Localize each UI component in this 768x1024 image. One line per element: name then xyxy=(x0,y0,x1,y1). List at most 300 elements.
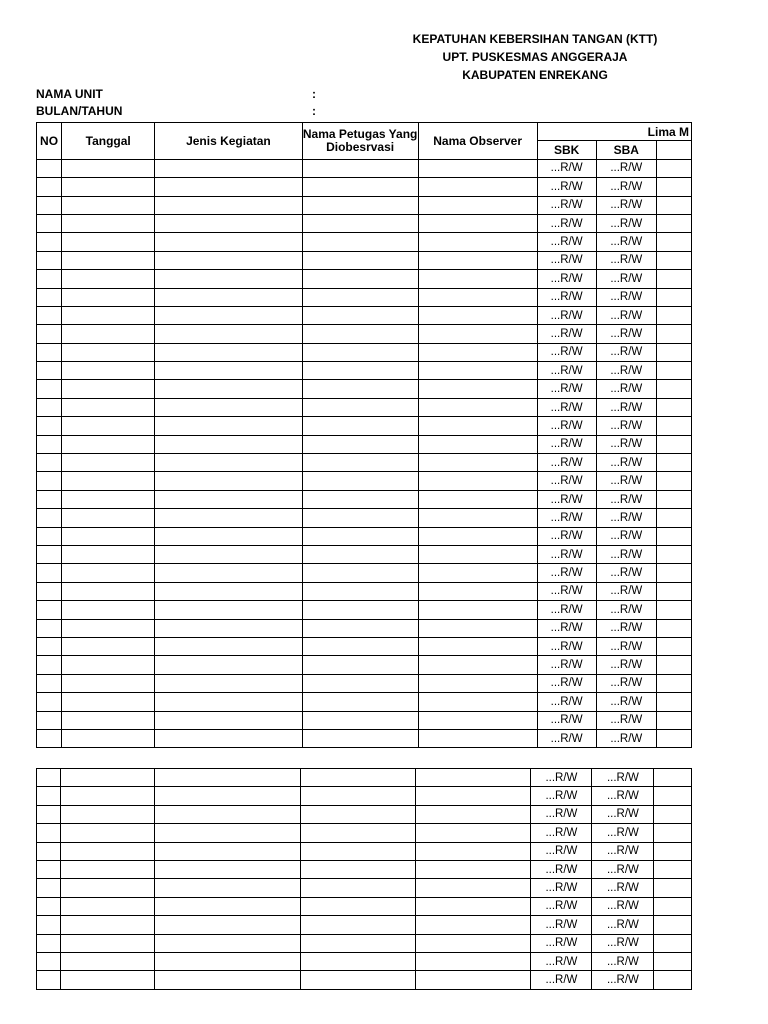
cell-jenis-kegiatan[interactable] xyxy=(155,637,302,655)
cell-nama-petugas[interactable] xyxy=(301,934,416,952)
cell-nama-observer[interactable] xyxy=(418,472,537,490)
cell-nama-petugas[interactable] xyxy=(302,564,418,582)
cell-nama-observer[interactable] xyxy=(418,343,537,361)
cell-tanggal[interactable] xyxy=(62,472,155,490)
cell-nama-petugas[interactable] xyxy=(301,787,416,805)
cell-nama-observer[interactable] xyxy=(418,417,537,435)
cell-no[interactable] xyxy=(37,509,62,527)
cell-nama-petugas[interactable] xyxy=(302,343,418,361)
cell-no[interactable] xyxy=(37,251,62,269)
cell-jenis-kegiatan[interactable] xyxy=(155,674,302,692)
cell-nama-petugas[interactable] xyxy=(301,971,416,989)
cell-sbk[interactable]: ...R/W xyxy=(531,879,592,897)
cell-sba[interactable]: ...R/W xyxy=(592,824,654,842)
cell-sba[interactable]: ...R/W xyxy=(592,842,654,860)
cell-sbk[interactable]: ...R/W xyxy=(531,897,592,915)
cell-nama-petugas[interactable] xyxy=(301,879,416,897)
cell-sbk[interactable]: ...R/W xyxy=(531,971,592,989)
cell-sba[interactable]: ...R/W xyxy=(596,362,656,380)
cell-no[interactable] xyxy=(37,472,62,490)
cell-no[interactable] xyxy=(37,545,62,563)
cell-nama-observer[interactable] xyxy=(418,545,537,563)
cell-tanggal[interactable] xyxy=(62,601,155,619)
cell-tanggal[interactable] xyxy=(61,934,155,952)
cell-jenis-kegiatan[interactable] xyxy=(155,805,301,823)
cell-nama-observer[interactable] xyxy=(418,306,537,324)
cell-sba[interactable]: ...R/W xyxy=(596,472,656,490)
cell-tanggal[interactable] xyxy=(62,417,155,435)
cell-extra[interactable] xyxy=(656,545,691,563)
cell-jenis-kegiatan[interactable] xyxy=(155,656,302,674)
cell-sba[interactable]: ...R/W xyxy=(596,325,656,343)
cell-extra[interactable] xyxy=(654,805,692,823)
cell-tanggal[interactable] xyxy=(62,380,155,398)
cell-nama-observer[interactable] xyxy=(418,656,537,674)
cell-sbk[interactable]: ...R/W xyxy=(537,674,596,692)
cell-sba[interactable]: ...R/W xyxy=(592,952,654,970)
cell-tanggal[interactable] xyxy=(62,454,155,472)
cell-tanggal[interactable] xyxy=(62,251,155,269)
cell-extra[interactable] xyxy=(656,306,691,324)
cell-nama-petugas[interactable] xyxy=(302,711,418,729)
cell-no[interactable] xyxy=(37,417,62,435)
cell-tanggal[interactable] xyxy=(62,270,155,288)
cell-jenis-kegiatan[interactable] xyxy=(155,233,302,251)
cell-tanggal[interactable] xyxy=(62,159,155,177)
cell-jenis-kegiatan[interactable] xyxy=(155,196,302,214)
cell-nama-observer[interactable] xyxy=(416,769,531,787)
cell-sbk[interactable]: ...R/W xyxy=(537,417,596,435)
cell-sba[interactable]: ...R/W xyxy=(596,490,656,508)
cell-extra[interactable] xyxy=(654,769,692,787)
cell-jenis-kegiatan[interactable] xyxy=(155,545,302,563)
cell-extra[interactable] xyxy=(656,637,691,655)
cell-sba[interactable]: ...R/W xyxy=(596,582,656,600)
cell-sbk[interactable]: ...R/W xyxy=(531,842,592,860)
cell-tanggal[interactable] xyxy=(62,564,155,582)
cell-extra[interactable] xyxy=(654,842,692,860)
cell-nama-observer[interactable] xyxy=(416,860,531,878)
cell-sbk[interactable]: ...R/W xyxy=(537,601,596,619)
cell-jenis-kegiatan[interactable] xyxy=(155,879,301,897)
cell-tanggal[interactable] xyxy=(62,398,155,416)
cell-nama-observer[interactable] xyxy=(418,509,537,527)
cell-jenis-kegiatan[interactable] xyxy=(155,178,302,196)
cell-sbk[interactable]: ...R/W xyxy=(537,306,596,324)
cell-sba[interactable]: ...R/W xyxy=(596,693,656,711)
cell-nama-observer[interactable] xyxy=(418,435,537,453)
cell-nama-petugas[interactable] xyxy=(302,454,418,472)
cell-jenis-kegiatan[interactable] xyxy=(155,159,302,177)
cell-sba[interactable]: ...R/W xyxy=(596,674,656,692)
cell-jenis-kegiatan[interactable] xyxy=(155,897,301,915)
cell-sba[interactable]: ...R/W xyxy=(592,971,654,989)
cell-sbk[interactable]: ...R/W xyxy=(537,270,596,288)
cell-jenis-kegiatan[interactable] xyxy=(155,362,302,380)
cell-tanggal[interactable] xyxy=(62,656,155,674)
cell-tanggal[interactable] xyxy=(61,879,155,897)
cell-nama-observer[interactable] xyxy=(418,214,537,232)
cell-no[interactable] xyxy=(37,582,62,600)
cell-jenis-kegiatan[interactable] xyxy=(155,343,302,361)
cell-no[interactable] xyxy=(37,325,62,343)
cell-extra[interactable] xyxy=(656,582,691,600)
cell-sba[interactable]: ...R/W xyxy=(596,306,656,324)
cell-sba[interactable]: ...R/W xyxy=(596,343,656,361)
cell-sba[interactable]: ...R/W xyxy=(596,178,656,196)
cell-sba[interactable]: ...R/W xyxy=(596,545,656,563)
cell-sbk[interactable]: ...R/W xyxy=(537,582,596,600)
cell-nama-petugas[interactable] xyxy=(302,545,418,563)
cell-extra[interactable] xyxy=(654,897,692,915)
cell-jenis-kegiatan[interactable] xyxy=(155,306,302,324)
cell-nama-petugas[interactable] xyxy=(301,805,416,823)
cell-sbk[interactable]: ...R/W xyxy=(537,545,596,563)
cell-jenis-kegiatan[interactable] xyxy=(155,380,302,398)
cell-tanggal[interactable] xyxy=(62,674,155,692)
cell-jenis-kegiatan[interactable] xyxy=(155,769,301,787)
cell-no[interactable] xyxy=(37,527,62,545)
cell-no[interactable] xyxy=(37,805,61,823)
cell-extra[interactable] xyxy=(656,693,691,711)
cell-extra[interactable] xyxy=(656,325,691,343)
cell-tanggal[interactable] xyxy=(62,196,155,214)
cell-jenis-kegiatan[interactable] xyxy=(155,711,302,729)
cell-sbk[interactable]: ...R/W xyxy=(537,509,596,527)
cell-jenis-kegiatan[interactable] xyxy=(155,729,302,747)
cell-extra[interactable] xyxy=(656,656,691,674)
cell-nama-petugas[interactable] xyxy=(302,435,418,453)
cell-sbk[interactable]: ...R/W xyxy=(537,398,596,416)
cell-nama-petugas[interactable] xyxy=(302,582,418,600)
cell-no[interactable] xyxy=(37,693,62,711)
cell-extra[interactable] xyxy=(656,214,691,232)
cell-jenis-kegiatan[interactable] xyxy=(155,601,302,619)
cell-tanggal[interactable] xyxy=(62,545,155,563)
cell-jenis-kegiatan[interactable] xyxy=(155,490,302,508)
cell-tanggal[interactable] xyxy=(62,490,155,508)
cell-sbk[interactable]: ...R/W xyxy=(537,251,596,269)
cell-sbk[interactable]: ...R/W xyxy=(537,472,596,490)
cell-sbk[interactable]: ...R/W xyxy=(531,860,592,878)
cell-jenis-kegiatan[interactable] xyxy=(155,417,302,435)
cell-no[interactable] xyxy=(37,952,61,970)
cell-nama-observer[interactable] xyxy=(418,527,537,545)
cell-jenis-kegiatan[interactable] xyxy=(155,435,302,453)
cell-no[interactable] xyxy=(37,824,61,842)
cell-nama-petugas[interactable] xyxy=(302,637,418,655)
cell-nama-observer[interactable] xyxy=(418,693,537,711)
cell-tanggal[interactable] xyxy=(62,509,155,527)
cell-extra[interactable] xyxy=(656,251,691,269)
cell-jenis-kegiatan[interactable] xyxy=(155,619,302,637)
cell-nama-petugas[interactable] xyxy=(302,306,418,324)
cell-nama-petugas[interactable] xyxy=(302,729,418,747)
cell-nama-observer[interactable] xyxy=(418,619,537,637)
cell-sba[interactable]: ...R/W xyxy=(596,729,656,747)
cell-no[interactable] xyxy=(37,288,62,306)
cell-nama-petugas[interactable] xyxy=(302,288,418,306)
cell-sbk[interactable]: ...R/W xyxy=(537,711,596,729)
cell-sbk[interactable]: ...R/W xyxy=(537,196,596,214)
cell-jenis-kegiatan[interactable] xyxy=(155,582,302,600)
cell-no[interactable] xyxy=(37,787,61,805)
cell-no[interactable] xyxy=(37,897,61,915)
cell-extra[interactable] xyxy=(656,729,691,747)
cell-nama-petugas[interactable] xyxy=(302,398,418,416)
cell-nama-petugas[interactable] xyxy=(301,952,416,970)
cell-sba[interactable]: ...R/W xyxy=(596,619,656,637)
cell-jenis-kegiatan[interactable] xyxy=(155,971,301,989)
cell-extra[interactable] xyxy=(656,619,691,637)
cell-sbk[interactable]: ...R/W xyxy=(537,637,596,655)
cell-nama-observer[interactable] xyxy=(416,916,531,934)
cell-extra[interactable] xyxy=(656,564,691,582)
cell-tanggal[interactable] xyxy=(62,306,155,324)
cell-nama-observer[interactable] xyxy=(418,196,537,214)
cell-jenis-kegiatan[interactable] xyxy=(155,527,302,545)
cell-jenis-kegiatan[interactable] xyxy=(155,288,302,306)
cell-tanggal[interactable] xyxy=(61,842,155,860)
cell-nama-observer[interactable] xyxy=(418,325,537,343)
cell-extra[interactable] xyxy=(656,472,691,490)
cell-nama-petugas[interactable] xyxy=(302,693,418,711)
cell-nama-petugas[interactable] xyxy=(302,251,418,269)
cell-nama-petugas[interactable] xyxy=(301,842,416,860)
cell-no[interactable] xyxy=(37,601,62,619)
cell-no[interactable] xyxy=(37,860,61,878)
cell-sbk[interactable]: ...R/W xyxy=(537,729,596,747)
cell-no[interactable] xyxy=(37,619,62,637)
cell-tanggal[interactable] xyxy=(62,178,155,196)
cell-nama-observer[interactable] xyxy=(418,637,537,655)
cell-tanggal[interactable] xyxy=(62,711,155,729)
cell-nama-observer[interactable] xyxy=(418,454,537,472)
cell-tanggal[interactable] xyxy=(62,325,155,343)
cell-sbk[interactable]: ...R/W xyxy=(537,288,596,306)
cell-sba[interactable]: ...R/W xyxy=(596,288,656,306)
cell-sbk[interactable]: ...R/W xyxy=(537,325,596,343)
cell-nama-observer[interactable] xyxy=(416,952,531,970)
cell-sba[interactable]: ...R/W xyxy=(596,417,656,435)
cell-jenis-kegiatan[interactable] xyxy=(155,325,302,343)
cell-jenis-kegiatan[interactable] xyxy=(155,693,302,711)
cell-jenis-kegiatan[interactable] xyxy=(155,270,302,288)
cell-nama-observer[interactable] xyxy=(418,398,537,416)
cell-no[interactable] xyxy=(37,270,62,288)
cell-sba[interactable]: ...R/W xyxy=(596,509,656,527)
cell-sbk[interactable]: ...R/W xyxy=(537,656,596,674)
cell-nama-observer[interactable] xyxy=(418,270,537,288)
cell-nama-petugas[interactable] xyxy=(302,233,418,251)
cell-nama-observer[interactable] xyxy=(418,711,537,729)
cell-sbk[interactable]: ...R/W xyxy=(537,214,596,232)
cell-tanggal[interactable] xyxy=(62,214,155,232)
cell-nama-petugas[interactable] xyxy=(302,325,418,343)
cell-nama-petugas[interactable] xyxy=(302,270,418,288)
cell-tanggal[interactable] xyxy=(61,769,155,787)
cell-extra[interactable] xyxy=(656,601,691,619)
cell-jenis-kegiatan[interactable] xyxy=(155,824,301,842)
cell-tanggal[interactable] xyxy=(62,527,155,545)
cell-extra[interactable] xyxy=(656,233,691,251)
cell-sbk[interactable]: ...R/W xyxy=(531,769,592,787)
cell-nama-petugas[interactable] xyxy=(302,656,418,674)
cell-no[interactable] xyxy=(37,934,61,952)
cell-sbk[interactable]: ...R/W xyxy=(537,343,596,361)
cell-nama-observer[interactable] xyxy=(418,178,537,196)
cell-extra[interactable] xyxy=(654,952,692,970)
cell-extra[interactable] xyxy=(656,398,691,416)
cell-sbk[interactable]: ...R/W xyxy=(531,824,592,842)
cell-tanggal[interactable] xyxy=(61,824,155,842)
cell-sba[interactable]: ...R/W xyxy=(592,805,654,823)
cell-extra[interactable] xyxy=(656,435,691,453)
cell-sbk[interactable]: ...R/W xyxy=(537,159,596,177)
cell-tanggal[interactable] xyxy=(61,952,155,970)
cell-no[interactable] xyxy=(37,711,62,729)
cell-jenis-kegiatan[interactable] xyxy=(155,934,301,952)
cell-jenis-kegiatan[interactable] xyxy=(155,454,302,472)
cell-jenis-kegiatan[interactable] xyxy=(155,472,302,490)
cell-nama-observer[interactable] xyxy=(416,897,531,915)
cell-extra[interactable] xyxy=(656,178,691,196)
cell-sbk[interactable]: ...R/W xyxy=(537,233,596,251)
cell-nama-petugas[interactable] xyxy=(302,619,418,637)
cell-extra[interactable] xyxy=(656,362,691,380)
cell-sbk[interactable]: ...R/W xyxy=(537,454,596,472)
cell-sba[interactable]: ...R/W xyxy=(592,860,654,878)
cell-jenis-kegiatan[interactable] xyxy=(155,398,302,416)
cell-sbk[interactable]: ...R/W xyxy=(537,619,596,637)
cell-nama-petugas[interactable] xyxy=(302,509,418,527)
cell-sba[interactable]: ...R/W xyxy=(596,527,656,545)
cell-sbk[interactable]: ...R/W xyxy=(537,380,596,398)
cell-tanggal[interactable] xyxy=(62,288,155,306)
cell-no[interactable] xyxy=(37,435,62,453)
cell-tanggal[interactable] xyxy=(61,971,155,989)
cell-extra[interactable] xyxy=(654,916,692,934)
cell-extra[interactable] xyxy=(656,196,691,214)
cell-extra[interactable] xyxy=(656,509,691,527)
cell-sba[interactable]: ...R/W xyxy=(592,934,654,952)
cell-no[interactable] xyxy=(37,674,62,692)
cell-sba[interactable]: ...R/W xyxy=(596,454,656,472)
cell-no[interactable] xyxy=(37,490,62,508)
cell-nama-observer[interactable] xyxy=(418,582,537,600)
cell-sba[interactable]: ...R/W xyxy=(596,214,656,232)
cell-extra[interactable] xyxy=(656,380,691,398)
cell-jenis-kegiatan[interactable] xyxy=(155,787,301,805)
cell-nama-observer[interactable] xyxy=(416,971,531,989)
cell-jenis-kegiatan[interactable] xyxy=(155,916,301,934)
cell-tanggal[interactable] xyxy=(62,637,155,655)
cell-jenis-kegiatan[interactable] xyxy=(155,842,301,860)
cell-tanggal[interactable] xyxy=(62,693,155,711)
cell-tanggal[interactable] xyxy=(62,582,155,600)
cell-sbk[interactable]: ...R/W xyxy=(537,362,596,380)
cell-no[interactable] xyxy=(37,306,62,324)
cell-jenis-kegiatan[interactable] xyxy=(155,251,302,269)
cell-jenis-kegiatan[interactable] xyxy=(155,952,301,970)
cell-sba[interactable]: ...R/W xyxy=(592,916,654,934)
cell-tanggal[interactable] xyxy=(62,619,155,637)
cell-no[interactable] xyxy=(37,637,62,655)
cell-nama-observer[interactable] xyxy=(418,729,537,747)
cell-jenis-kegiatan[interactable] xyxy=(155,860,301,878)
cell-sbk[interactable]: ...R/W xyxy=(537,435,596,453)
cell-sba[interactable]: ...R/W xyxy=(596,637,656,655)
cell-extra[interactable] xyxy=(654,879,692,897)
cell-sba[interactable]: ...R/W xyxy=(596,233,656,251)
cell-no[interactable] xyxy=(37,380,62,398)
cell-tanggal[interactable] xyxy=(61,787,155,805)
cell-nama-petugas[interactable] xyxy=(301,769,416,787)
cell-sbk[interactable]: ...R/W xyxy=(537,693,596,711)
cell-nama-petugas[interactable] xyxy=(301,897,416,915)
cell-nama-petugas[interactable] xyxy=(302,417,418,435)
cell-sbk[interactable]: ...R/W xyxy=(531,787,592,805)
cell-extra[interactable] xyxy=(656,454,691,472)
cell-nama-observer[interactable] xyxy=(418,490,537,508)
cell-sba[interactable]: ...R/W xyxy=(592,897,654,915)
cell-nama-petugas[interactable] xyxy=(302,380,418,398)
cell-extra[interactable] xyxy=(656,159,691,177)
cell-extra[interactable] xyxy=(654,934,692,952)
cell-no[interactable] xyxy=(37,971,61,989)
cell-tanggal[interactable] xyxy=(62,435,155,453)
cell-sba[interactable]: ...R/W xyxy=(592,787,654,805)
cell-sbk[interactable]: ...R/W xyxy=(531,916,592,934)
cell-nama-observer[interactable] xyxy=(418,159,537,177)
cell-nama-petugas[interactable] xyxy=(301,824,416,842)
cell-sbk[interactable]: ...R/W xyxy=(537,527,596,545)
cell-no[interactable] xyxy=(37,196,62,214)
cell-extra[interactable] xyxy=(656,417,691,435)
cell-nama-observer[interactable] xyxy=(416,787,531,805)
cell-sba[interactable]: ...R/W xyxy=(596,251,656,269)
cell-sbk[interactable]: ...R/W xyxy=(531,934,592,952)
cell-no[interactable] xyxy=(37,454,62,472)
cell-sbk[interactable]: ...R/W xyxy=(531,952,592,970)
cell-tanggal[interactable] xyxy=(61,897,155,915)
cell-nama-petugas[interactable] xyxy=(302,601,418,619)
cell-sbk[interactable]: ...R/W xyxy=(537,564,596,582)
cell-nama-petugas[interactable] xyxy=(302,674,418,692)
cell-extra[interactable] xyxy=(656,490,691,508)
cell-no[interactable] xyxy=(37,233,62,251)
cell-nama-observer[interactable] xyxy=(418,564,537,582)
cell-sbk[interactable]: ...R/W xyxy=(537,178,596,196)
cell-sba[interactable]: ...R/W xyxy=(596,711,656,729)
cell-nama-observer[interactable] xyxy=(418,362,537,380)
cell-extra[interactable] xyxy=(656,674,691,692)
cell-extra[interactable] xyxy=(654,971,692,989)
cell-no[interactable] xyxy=(37,656,62,674)
cell-extra[interactable] xyxy=(656,288,691,306)
cell-nama-petugas[interactable] xyxy=(302,214,418,232)
cell-nama-observer[interactable] xyxy=(416,879,531,897)
cell-nama-observer[interactable] xyxy=(418,251,537,269)
cell-sba[interactable]: ...R/W xyxy=(596,380,656,398)
cell-nama-petugas[interactable] xyxy=(302,490,418,508)
cell-sba[interactable]: ...R/W xyxy=(592,879,654,897)
cell-nama-observer[interactable] xyxy=(416,805,531,823)
cell-nama-petugas[interactable] xyxy=(301,916,416,934)
cell-sba[interactable]: ...R/W xyxy=(596,159,656,177)
cell-nama-observer[interactable] xyxy=(418,674,537,692)
cell-no[interactable] xyxy=(37,343,62,361)
